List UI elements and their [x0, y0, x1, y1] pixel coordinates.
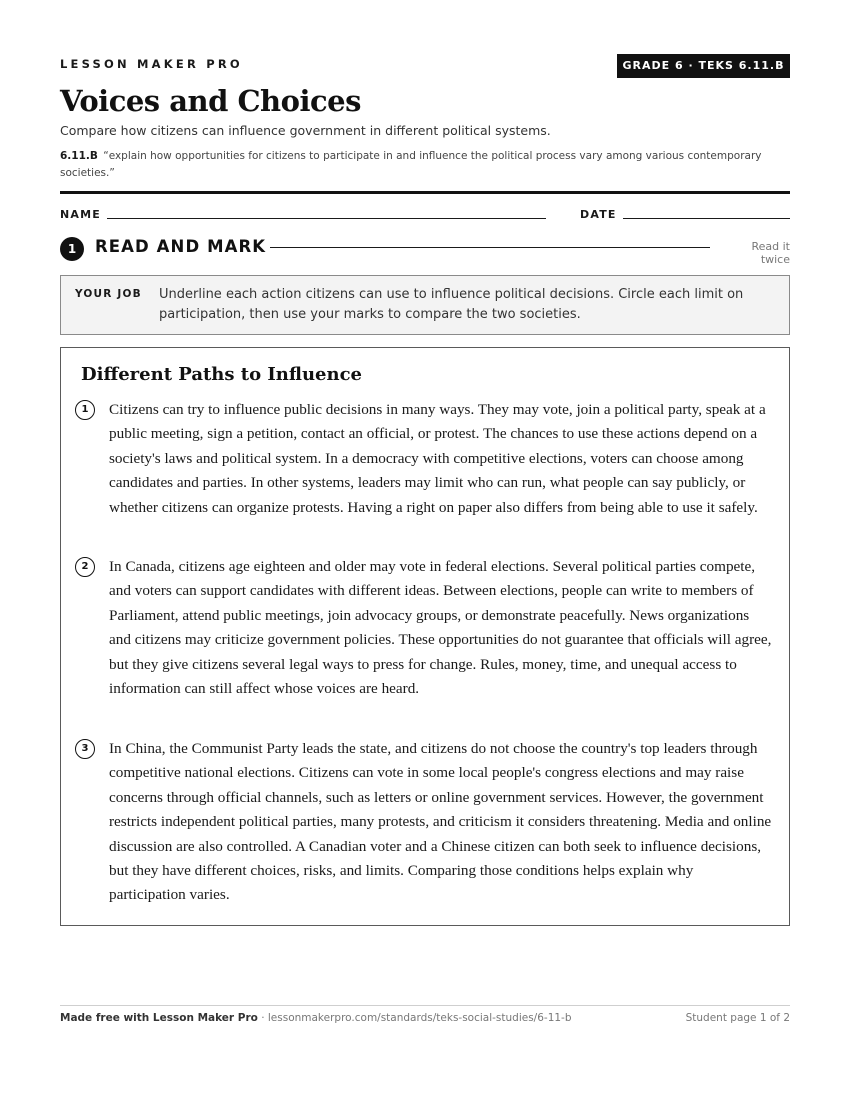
passage-title: Different Paths to Influence — [81, 364, 363, 385]
brand-name: LESSON MAKER PRO — [60, 57, 243, 71]
standard-code: 6.11.B — [60, 150, 98, 162]
page-subtitle: Compare how citizens can influence government in different political systems. — [60, 123, 551, 138]
footer-divider — [60, 1005, 790, 1006]
reading-passage — [60, 347, 790, 926]
standard-statement — [60, 148, 790, 182]
header-divider — [60, 191, 790, 194]
standard-text: “explain how opportunities for citizens to participate in and influence the political process vary among various contemporary societies.” — [60, 150, 762, 179]
name-label: NAME — [60, 208, 101, 221]
footer-made-with: Made free with Lesson Maker Pro — [60, 1012, 258, 1024]
section-number-badge: 1 — [60, 237, 84, 261]
job-label: YOUR JOB — [75, 288, 142, 300]
date-field[interactable] — [623, 218, 790, 219]
paragraph-text: In China, the Communist Party leads the state, and citizens do not choose the country's top leaders through competitive national elections. Citizens can vote in some local people's congress elections and may raise concerns through official channels, such as letters or online government services. However, the government restricts independent political parties, many protests, and criticism it considers threatening. Media and online discussion are also controlled. A Canadian voter and a Chinese citizen can both seek to influence decisions, but they have different choices, risks, and limits. Comparing those conditions helps explain why participation varies. — [109, 740, 772, 904]
date-label: DATE — [580, 208, 617, 221]
footer-credit — [60, 1012, 572, 1024]
section-note: Read it twice — [751, 240, 790, 266]
footer-url: · lessonmakerpro.com/standards/teks-social-studies/6-11-b — [257, 1012, 572, 1024]
job-text: Underline each action citizens can use to influence political decisions. Circle each limit on participation, then use your marks to compare the two societies. — [159, 287, 744, 322]
paragraph-number-badge: 2 — [75, 557, 95, 577]
section-title: READ AND MARK — [95, 237, 267, 256]
section-divider — [270, 247, 710, 248]
paragraph-number-badge: 3 — [75, 739, 95, 759]
job-instructions-box — [60, 275, 790, 335]
page-title: Voices and Choices — [60, 84, 361, 118]
grade-badge: GRADE 6 · TEKS 6.11.B — [617, 54, 790, 78]
name-field[interactable] — [107, 218, 546, 219]
paragraph-text: In Canada, citizens age eighteen and older may vote in federal elections. Several political parties compete, and voters can support candidates with different ideas. Between elections, people can write to members of Parliament, attend public meetings, join advocacy groups, or demonstrate peacefully. News organizations and citizens may criticize government policies. These opportunities do not guarantee that officials will agree, but they give citizens several legal ways to press for change. Rules, money, time, and unequal access to information can still affect whose voices are heard. — [109, 558, 772, 698]
footer-page-number: Student page 1 of 2 — [685, 1012, 790, 1024]
paragraph-text: Citizens can try to influence public decisions in many ways. They may vote, join a political party, speak at a public meeting, sign a petition, contact an official, or protest. The chances to use these actions depend on a society's laws and political system. In a democracy with competitive elections, voters can choose among candidates and parties. In other systems, leaders may limit who can run, what people can say publicly, or whether citizens can organize protests. Having a right on paper also differs from being able to use it safely. — [109, 401, 766, 516]
paragraph-number-badge: 1 — [75, 400, 95, 420]
